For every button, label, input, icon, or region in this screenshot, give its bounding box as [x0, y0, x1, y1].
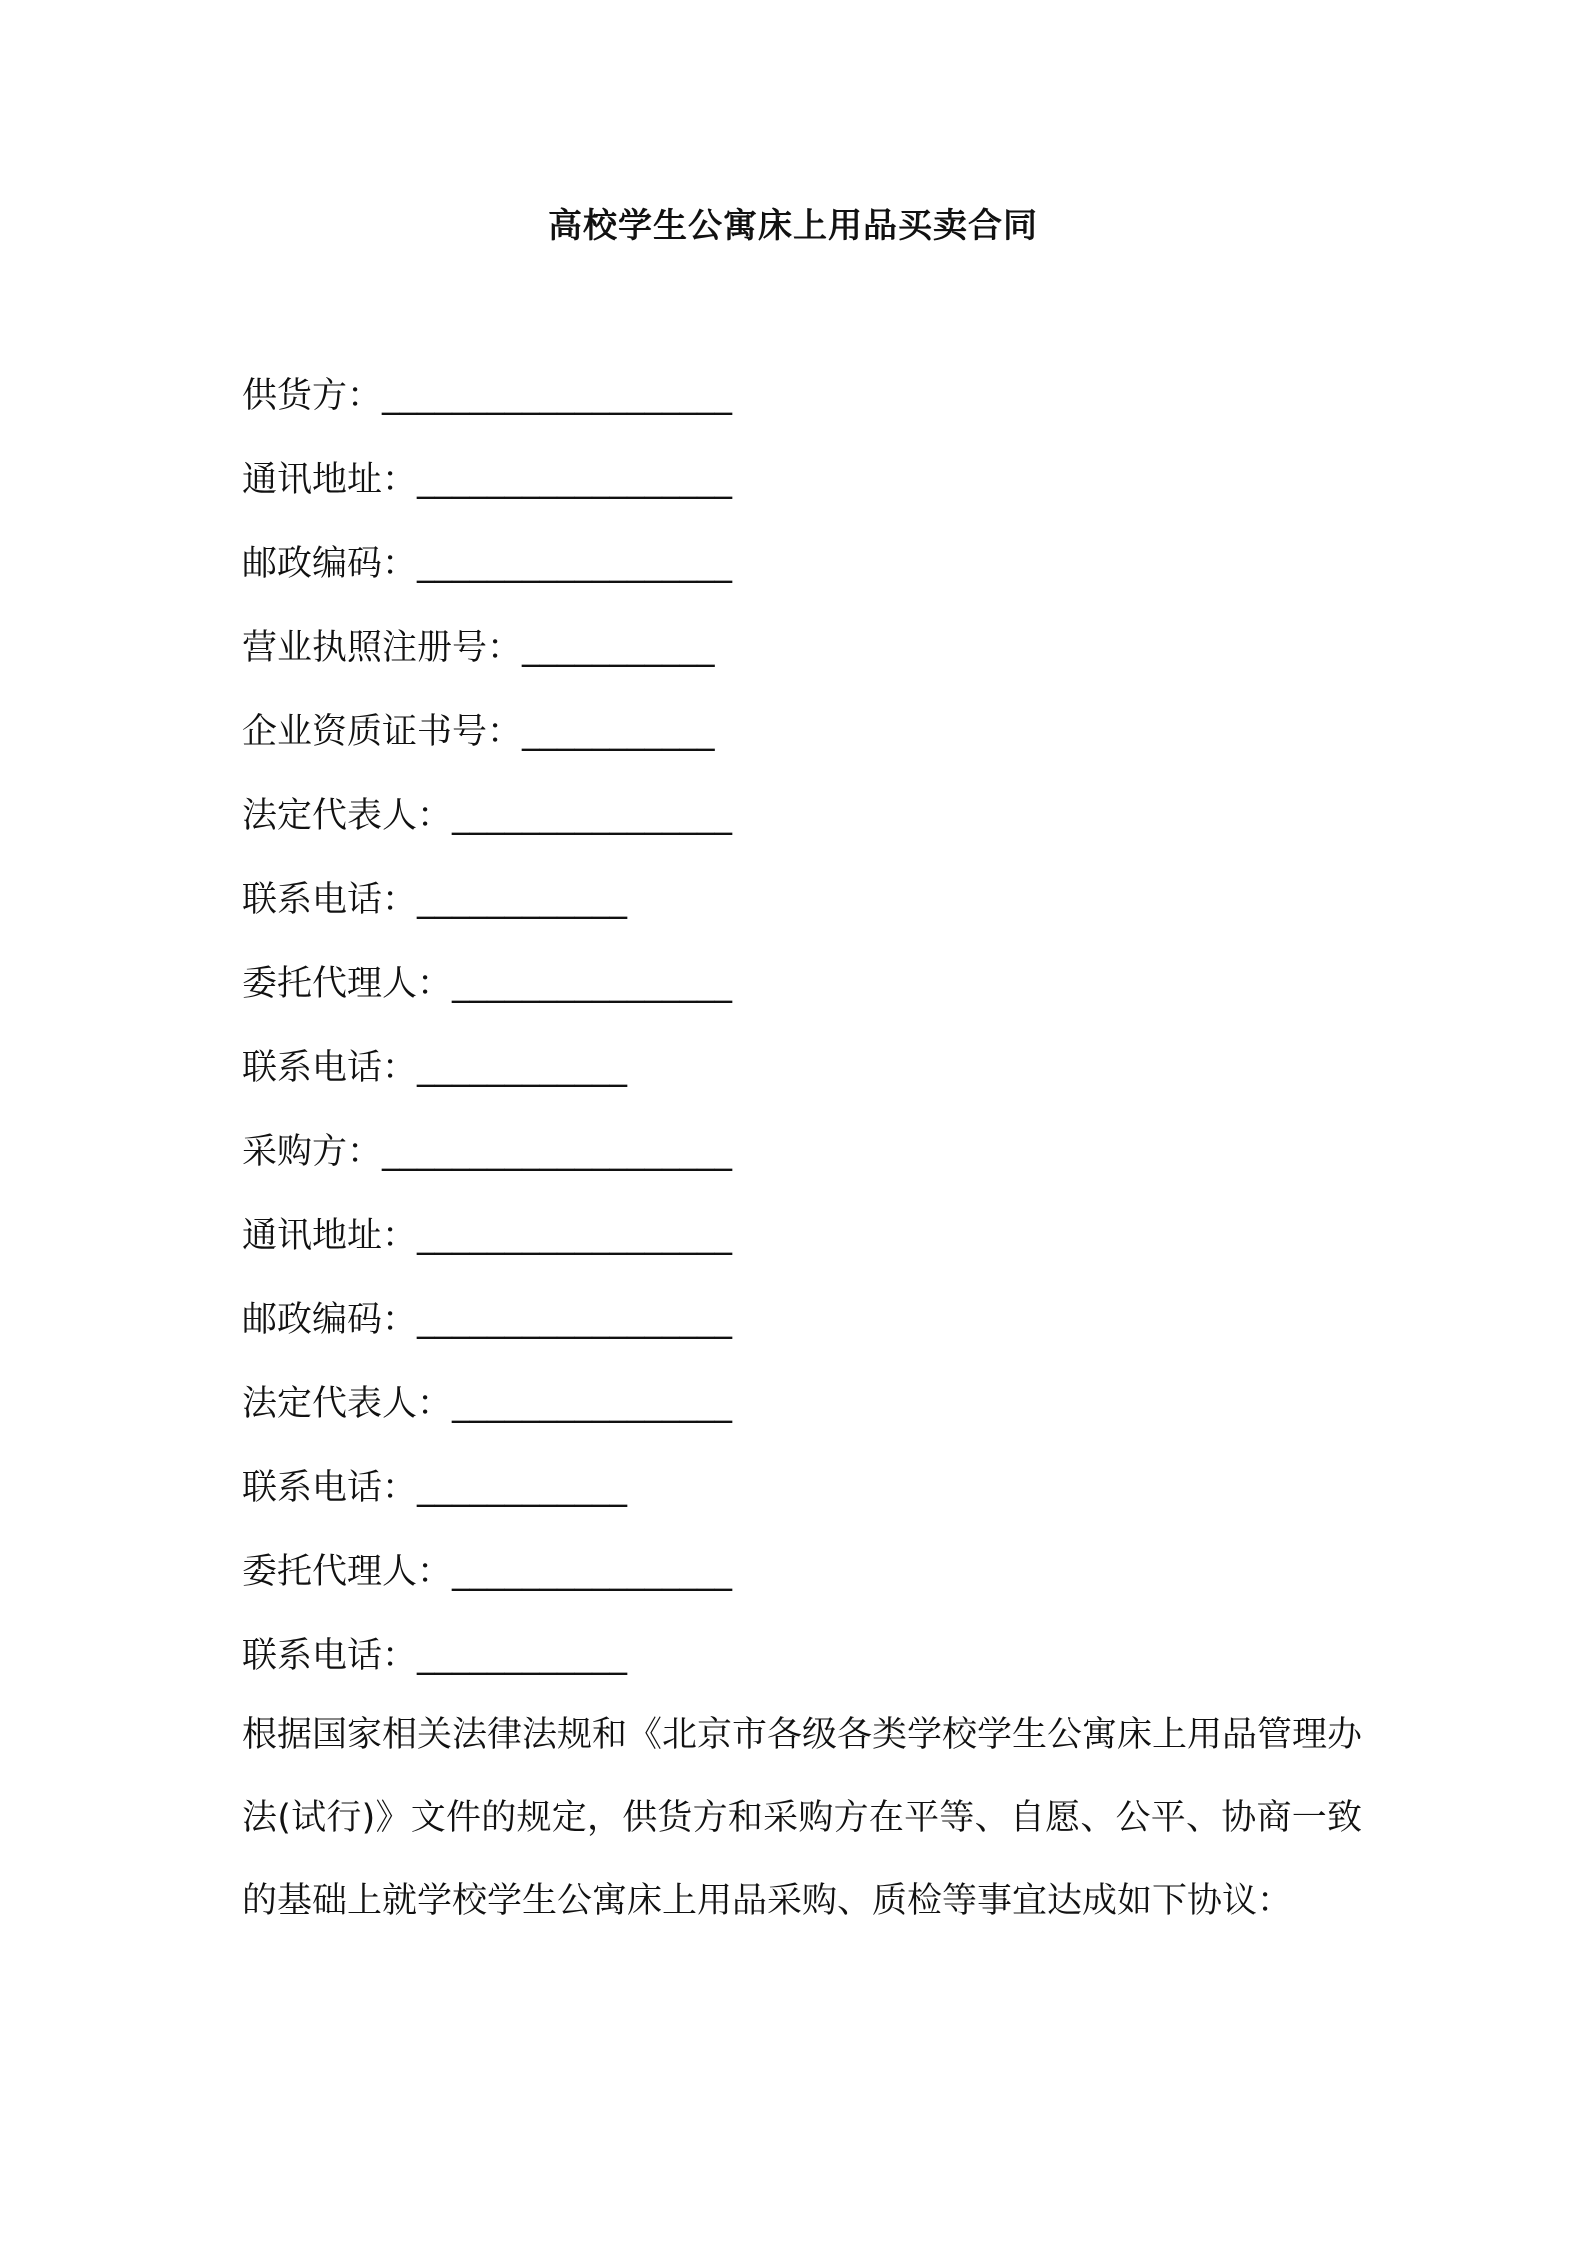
field-blank: __________________	[417, 1216, 733, 1256]
field-business-license	[242, 618, 1362, 702]
field-blank: ____________________	[382, 1132, 733, 1172]
field-supplier-agent	[242, 954, 1362, 1038]
field-blank: ___________	[522, 712, 715, 752]
field-blank: __________________	[417, 460, 733, 500]
field-label: 企业资质证书号：	[242, 712, 523, 752]
field-blank: ________________	[452, 964, 733, 1004]
field-purchaser-agent	[242, 1542, 1362, 1626]
field-blank: ____________	[417, 1048, 628, 1088]
field-purchaser-legal-rep	[242, 1374, 1362, 1458]
field-blank: __________________	[417, 1300, 733, 1340]
field-purchaser-phone	[242, 1458, 1362, 1542]
field-blank: ________________	[452, 796, 733, 836]
field-label: 邮政编码：	[242, 1300, 418, 1340]
field-blank: ___________	[522, 628, 715, 668]
field-label: 供货方：	[242, 376, 383, 416]
field-supplier	[242, 366, 1362, 450]
field-purchaser-address	[242, 1206, 1362, 1290]
field-supplier-postcode	[242, 534, 1362, 618]
field-supplier-legal-rep	[242, 786, 1362, 870]
field-label: 联系电话：	[242, 1636, 418, 1676]
field-qualification-cert	[242, 702, 1362, 786]
field-label: 法定代表人：	[242, 796, 453, 836]
field-label: 通讯地址：	[242, 460, 418, 500]
field-purchaser	[242, 1122, 1362, 1206]
field-label: 邮政编码：	[242, 544, 418, 584]
field-blank: ____________	[417, 880, 628, 920]
field-blank: ________________	[452, 1552, 733, 1592]
field-label: 法定代表人：	[242, 1384, 453, 1424]
contract-title: 高校学生公寓床上用品买卖合同	[548, 206, 1038, 246]
field-blank: __________________	[417, 544, 733, 584]
field-blank: ____________	[417, 1468, 628, 1508]
field-blank: ____________________	[382, 376, 733, 416]
field-label: 通讯地址：	[242, 1216, 418, 1256]
field-label: 联系电话：	[242, 1048, 418, 1088]
field-purchaser-postcode	[242, 1290, 1362, 1374]
field-label: 委托代理人：	[242, 964, 453, 1004]
field-blank: ____________	[417, 1636, 628, 1676]
party-info-fields	[242, 366, 1362, 1710]
field-label: 营业执照注册号：	[242, 628, 523, 668]
agreement-preamble: 根据国家相关法律法规和《北京市各级各类学校学生公寓床上用品管理办法(试行)》文件的规定，供货方和采购方在平等、自愿、公平、协商一致的基础上就学校学生公寓床上用品采购、质检等事宜达成如下协议：	[242, 1715, 1363, 1921]
field-label: 委托代理人：	[242, 1552, 453, 1592]
field-blank: ________________	[452, 1384, 733, 1424]
field-supplier-address	[242, 450, 1362, 534]
field-supplier-phone	[242, 870, 1362, 954]
field-label: 联系电话：	[242, 880, 418, 920]
field-label: 联系电话：	[242, 1468, 418, 1508]
field-label: 采购方：	[242, 1132, 383, 1172]
field-supplier-agent-phone	[242, 1038, 1362, 1122]
